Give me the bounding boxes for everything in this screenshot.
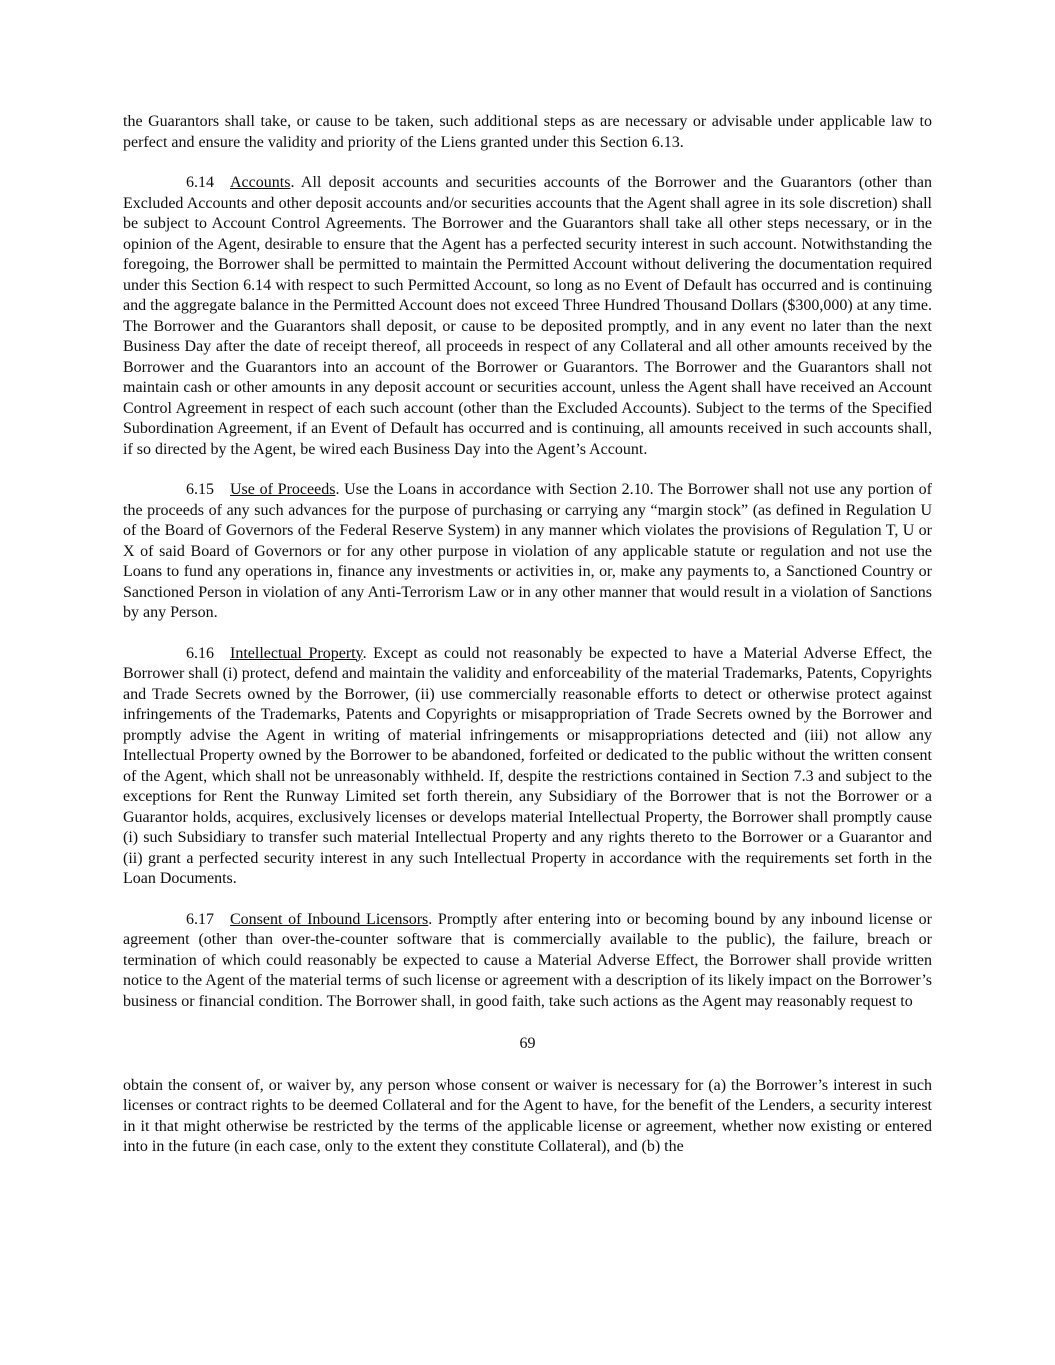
section-6-16-heading: Intellectual Property [230,644,363,662]
section-6-16 [123,644,932,890]
section-6-14-heading: Accounts [230,174,291,191]
section-6-15 [123,480,932,624]
section-6-17-body: . Promptly after entering into or becoming bound by any inbound license or agreement (other than over-the-counter software that is commercially available to the public), the failure, breach or termination of which could reasonably be expected to cause a Material Adverse Effect, the Borrower shall provide written notice to the Agent of the material terms of such license or agreement with a description of its likely impact on the Borrower’s business or financial condition. The Borrower shall, in good faith, take such actions as the Agent may reasonably request to [123,910,932,1010]
section-6-14-body: . All deposit accounts and securities accounts of the Borrower and the Guarantors (other than Excluded Accounts and other deposit accounts and/or securities accounts that the Agent shall agree in its sole discretion) shall be subject to Account Control Agreements. The Borrower and the Guarantors shall take all other steps necessary, or in the opinion of the Agent, desirable to ensure that the Agent has a perfected security interest in such account. Notwithstanding the foregoing, the Borrower shall be permitted to maintain the Permitted Account without delivering the documentation required under this Section 6.14 with respect to such Permitted Account, so long as no Event of Default has occurred and is continuing and the aggregate balance in the Permitted Account does not exceed Three Hundred Thousand Dollars ($300,000) at any time. The Borrower and the Guarantors shall deposit, or cause to be deposited promptly, and in any event no later than the next Business Day after the date of receipt thereof, all proceeds in respect of any Collateral and all other amounts received by the Borrower and the Guarantors into an account of the Borrower or Guarantors. The Borrower and the Guarantors shall not maintain cash or other amounts in any deposit account or securities account, unless the Agent shall have received an Account Control Agreement in respect of each such account (other than the Excluded Accounts). Subject to the terms of the Specified Subordination Agreement, if an Event of Default has occurred and is continuing, all amounts received in such accounts shall, if so directed by the Agent, be wired each Business Day into the Agent’s Account. [123,174,932,458]
page-number: 69 [519,1035,536,1052]
section-6-17-number: 6.17 [186,910,214,928]
intro-paragraph: the Guarantors shall take, or cause to be taken, such additional steps as are necessary or advisable under applicable law to perfect and ensure the validity and priority of the Liens granted under this Section 6.13. [123,113,932,151]
closing-paragraph: obtain the consent of, or waiver by, any person whose consent or waiver is necessary for (a) the Borrower’s interest in such licenses or contract rights to be deemed Collateral and for the Agent to have, for the benefit of the Lenders, a security interest in it that might otherwise be restricted by the terms of the applicable license or agreement, whether now existing or entered into in the future (in each case, only to the extent they constitute Collateral), and (b) the [123,1076,932,1155]
section-6-17-heading: Consent of Inbound Licensors [230,910,429,928]
section-6-15-number: 6.15 [186,481,214,498]
section-6-16-body: . Except as could not reasonably be expected to have a Material Adverse Effect, the Borrower shall (i) protect, defend and maintain the validity and enforceability of the material Trademarks, Patents, Copyrights and Trade Secrets owned by the Borrower, (ii) use commercially reasonable efforts to detect or otherwise protect against infringements of the Trademarks, Patents and Copyrights or misappropriation of Trade Secrets owned by the Borrower and promptly advise the Agent in writing of material infringements or misappropriations detected and (iii) not allow any Intellectual Property owned by the Borrower to be abandoned, forfeited or dedicated to the public without the written consent of the Agent, which shall not be unreasonably withheld. If, despite the restrictions contained in Section 7.3 and subject to the exceptions for Rent the Runway Limited set forth therein, any Subsidiary of the Borrower that is not the Borrower or a Guarantor holds, acquires, exclusively licenses or develops material Intellectual Property, the Borrower shall promptly cause (i) such Subsidiary to transfer such material Intellectual Property and any rights thereto to the Borrower or a Guarantor and (ii) grant a perfected security interest in any such Intellectual Property in accordance with the requirements set forth in the Loan Documents. [123,644,932,887]
section-6-15-body: . Use the Loans in accordance with Section 2.10. The Borrower shall not use any portion of the proceeds of any such advances for the purpose of purchasing or carrying any “margin stock” (as defined in Regulation U of the Board of Governors of the Federal Reserve System) in any manner which violates the provisions of Regulation T, U or X of said Board of Governors or for any other purpose in violation of any applicable statute or regulation and not use the Loans to fund any operations in, finance any investments or activities in, or, make any payments to, a Sanctioned Country or Sanctioned Person in violation of any Anti-Terrorism Law or in any other manner that would result in a violation of Sanctions by any Person. [123,481,933,621]
section-6-15-heading: Use of Proceeds [230,481,336,498]
section-6-14 [123,173,932,460]
section-6-16-number: 6.16 [186,644,214,662]
section-6-14-number: 6.14 [186,174,214,191]
section-6-17 [123,910,932,1013]
